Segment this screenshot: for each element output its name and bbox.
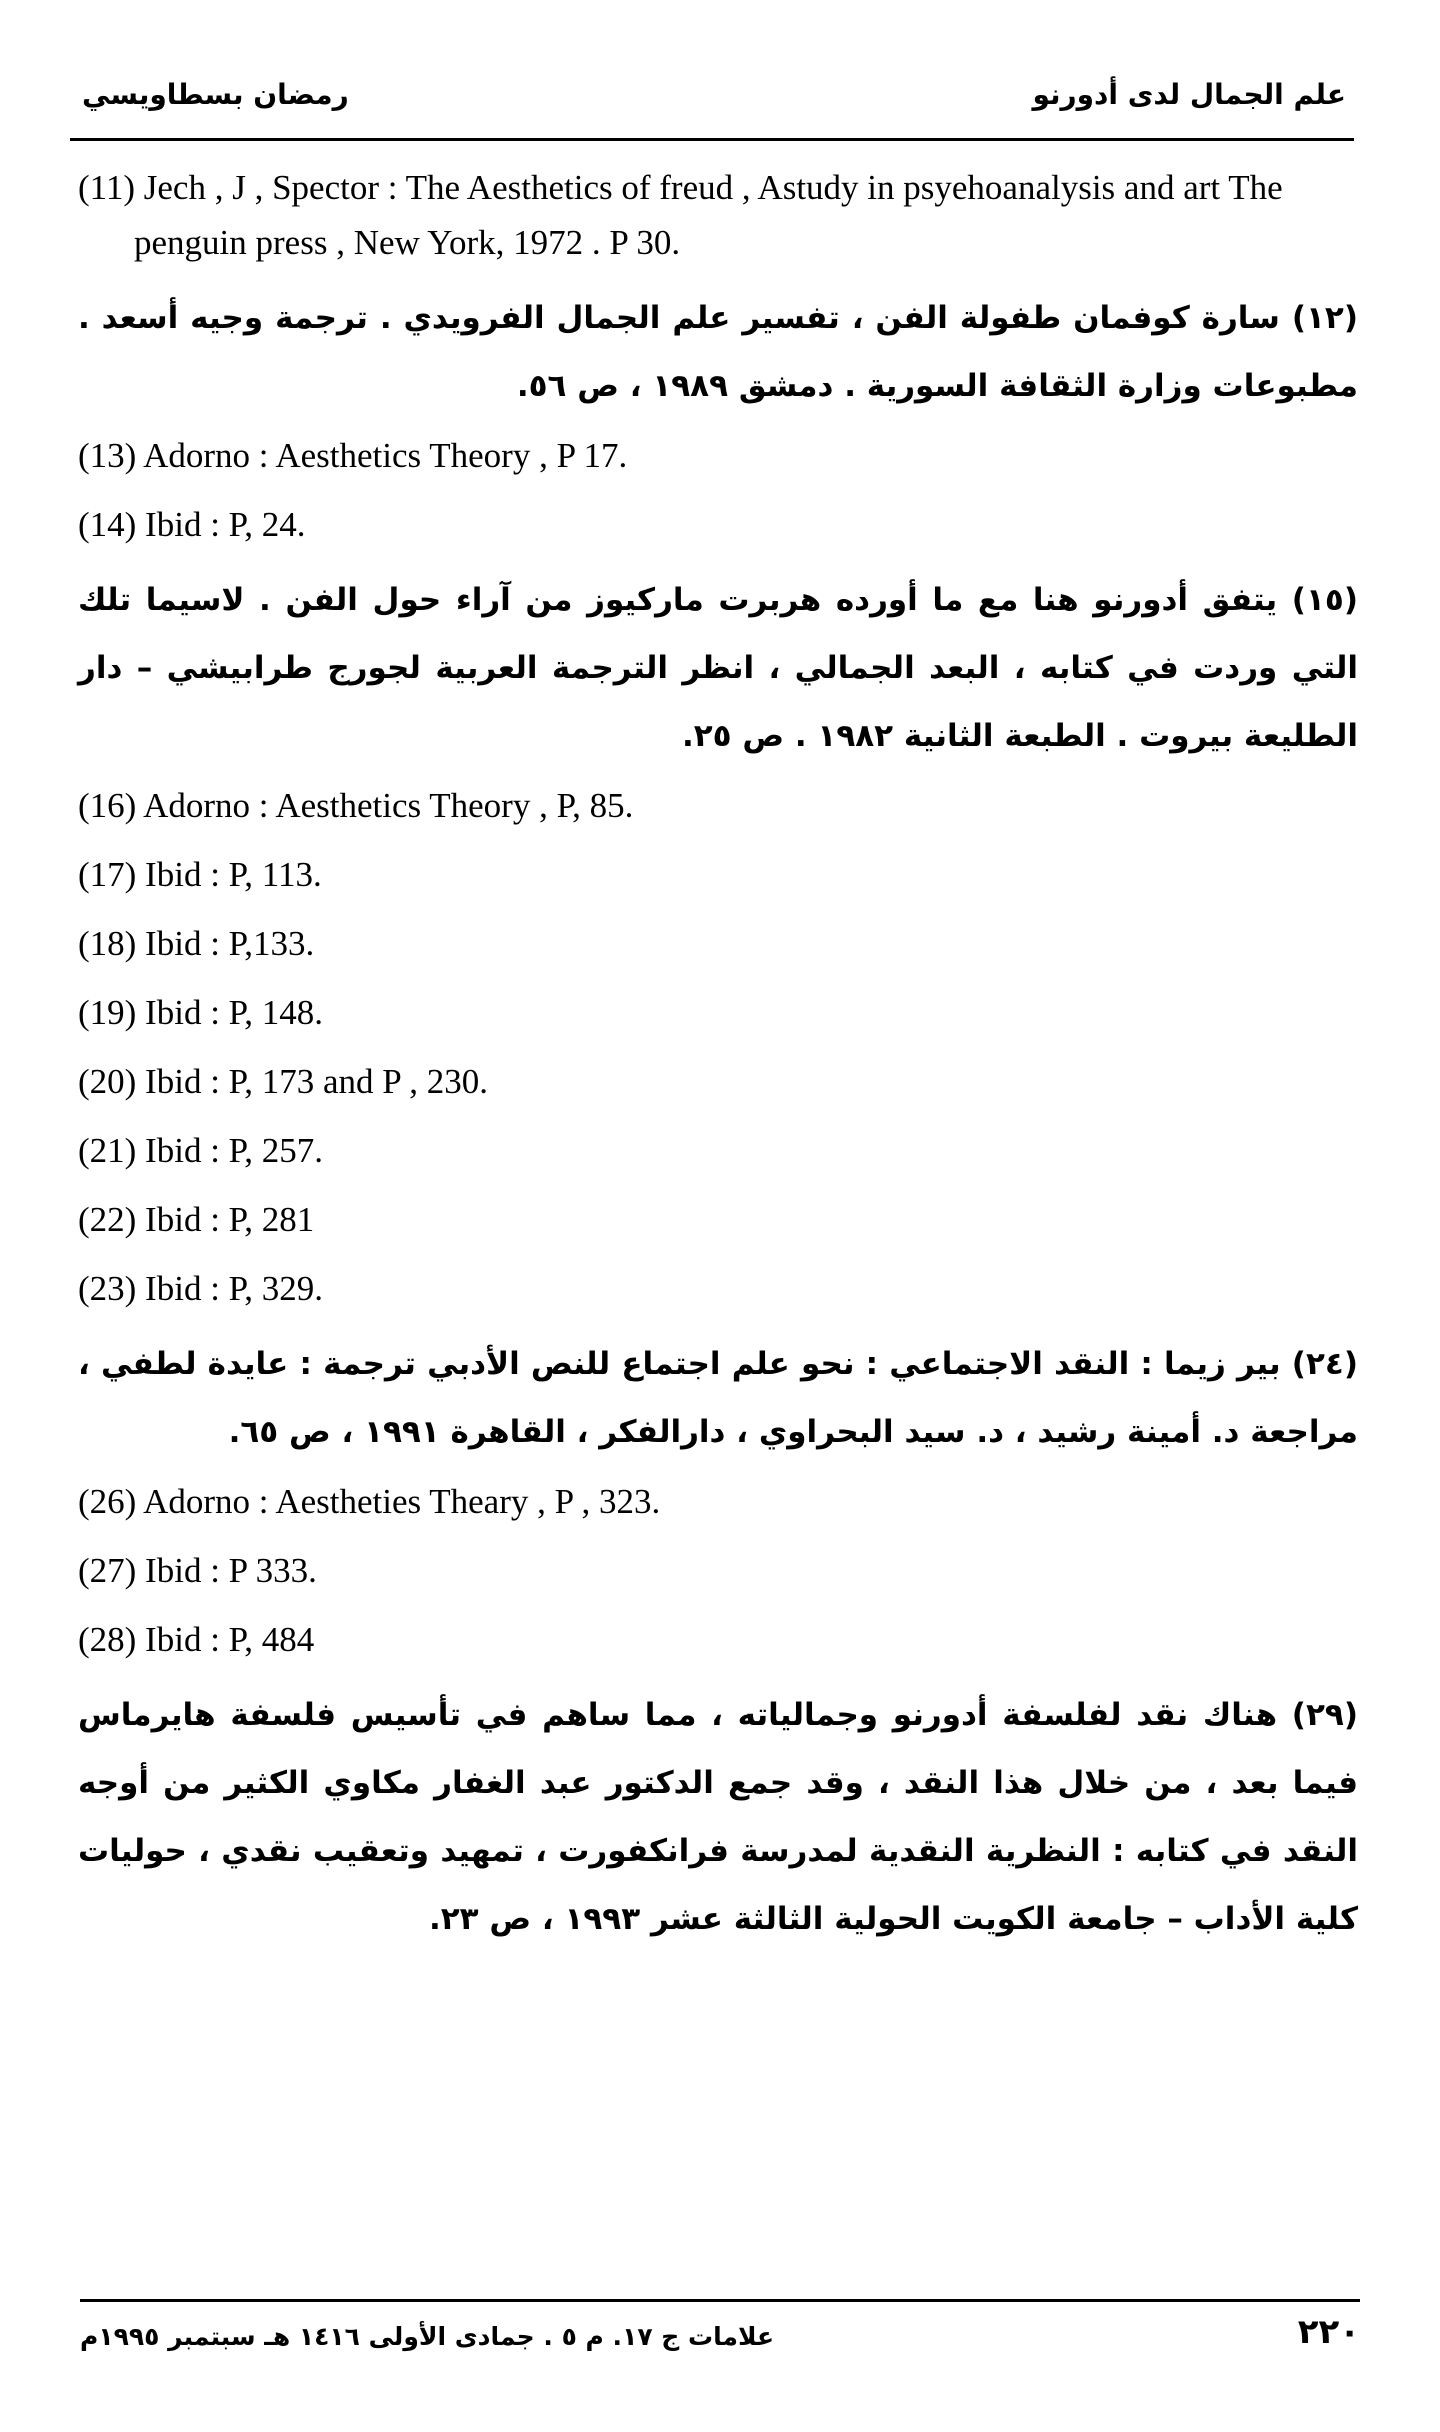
- endnote-16: (16) Adorno : Aesthetics Theory , P, 85.: [78, 786, 634, 825]
- footer-journal-info: علامات ج ١٧. م ٥ . جمادى الأولى ١٤١٦ هـ سبتمبر ١٩٩٥م: [80, 2322, 775, 2351]
- header-divider: [70, 138, 1354, 141]
- running-header-title: علم الجمال لدى أدورنو: [1032, 78, 1346, 111]
- endnote-12: (١٢) سارة كوفمان طفولة الفن ، تفسير علم الجمال الفرويدي . ترجمة وجيه أسعد . مطبوعات وزارة الثقافة السورية . دمشق ١٩٨٩ ، ص ٥٦.: [78, 300, 1358, 404]
- endnote-28: (28) Ibid : P, 484: [78, 1620, 315, 1659]
- page-header: [78, 78, 1356, 124]
- endnote-18: (18) Ibid : P,133.: [78, 924, 315, 963]
- endnote-13: (13) Adorno : Aesthetics Theory , P 17.: [78, 436, 628, 475]
- endnote-19: (19) Ibid : P, 148.: [78, 993, 323, 1032]
- endnotes-list: [78, 160, 1358, 1961]
- endnote-20: (20) Ibid : P, 173 and P , 230.: [78, 1062, 488, 1101]
- endnote-11: (11) Jech , J , Spector : The Aesthetics of freud , Astudy in psyehoanalysis and art The penguin press , New York, 1972 . P 30.: [78, 168, 1283, 262]
- endnote-26: (26) Adorno : Aestheties Theary , P , 323.: [78, 1482, 661, 1521]
- running-header-author: رمضان بسطاويسي: [82, 78, 349, 111]
- endnote-21: (21) Ibid : P, 257.: [78, 1131, 323, 1170]
- endnote-23: (23) Ibid : P, 329.: [78, 1269, 323, 1308]
- footer-divider: [80, 2299, 1360, 2302]
- page-number: ٢٢٠: [1297, 2312, 1360, 2352]
- endnote-29: (٢٩) هناك نقد لفلسفة أدورنو وجمالياته ، مما ساهم في تأسيس فلسفة هايرماس فيما بعد ، من خلال هذا النقد ، وقد جمع الدكتور عبد الغفار مكاوي الكثير من أوجه النقد في كتابه : النظرية النقدية لمدرسة فرانكفورت ، تمهيد وتعقيب نقدي ، حوليات كلية الأداب – جامعة الكويت الحولية الثالثة عشر ١٩٩٣ ، ص ٢٣.: [78, 1697, 1358, 1937]
- endnote-22: (22) Ibid : P, 281: [78, 1200, 315, 1239]
- endnote-14: (14) Ibid : P, 24.: [78, 505, 306, 544]
- endnote-24: (٢٤) بير زيما : النقد الاجتماعي : نحو علم اجتماع للنص الأدبي ترجمة : عايدة لطفي ، مراجعة د. أمينة رشيد ، د. سيد البحراوي ، دارالفكر ، القاهرة ١٩٩١ ، ص ٦٥.: [78, 1346, 1358, 1450]
- endnote-17: (17) Ibid : P, 113.: [78, 855, 322, 894]
- endnote-27: (27) Ibid : P 333.: [78, 1551, 317, 1590]
- endnote-15: (١٥) يتفق أدورنو هنا مع ما أورده هربرت ماركيوز من آراء حول الفن . لاسيما تلك التي وردت في كتابه ، البعد الجمالي ، انظر الترجمة العربية لجورج طرابيشي – دار الطليعة بيروت . الطبعة الثانية ١٩٨٢ . ص ٢٥.: [78, 582, 1358, 754]
